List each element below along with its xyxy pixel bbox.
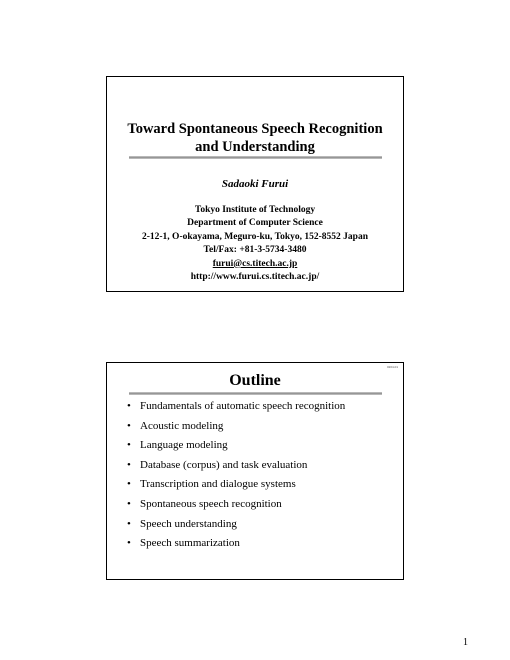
slide-title-line-2: and Understanding xyxy=(195,139,315,155)
title-slide xyxy=(106,76,404,292)
affiliation-block xyxy=(107,204,403,284)
list-item xyxy=(127,397,345,417)
list-item-text: Database (corpus) and task evaluation xyxy=(140,458,308,471)
website-link[interactable]: http://www.furui.cs.titech.ac.jp/ xyxy=(190,272,320,283)
list-item xyxy=(127,436,345,456)
bullet-icon: • xyxy=(127,537,131,550)
slide-id-label: 0204-01 xyxy=(386,365,398,369)
title-underline xyxy=(129,156,382,159)
list-item xyxy=(127,475,345,495)
affiliation-address: 2-12-1, O-okayama, Meguro-ku, Tokyo, 152-8552 Japan xyxy=(141,231,368,242)
outline-list xyxy=(127,397,345,554)
list-item xyxy=(127,495,345,515)
affiliation-department: Department of Computer Science xyxy=(187,218,323,229)
affiliation-phone: Tel/Fax: +81-3-5734-3480 xyxy=(203,245,307,256)
bullet-icon: • xyxy=(127,458,131,471)
list-item-text: Acoustic modeling xyxy=(140,419,224,432)
email-link[interactable]: furui@cs.titech.ac.jp xyxy=(212,258,298,269)
page-number: 1 xyxy=(463,637,468,648)
list-item xyxy=(127,417,345,437)
slide-title-line-1: Toward Spontaneous Speech Recognition xyxy=(127,121,383,137)
outline-underline xyxy=(129,392,382,395)
bullet-icon: • xyxy=(127,478,131,491)
list-item xyxy=(127,515,345,535)
list-item-text: Spontaneous speech recognition xyxy=(140,497,282,510)
bullet-icon: • xyxy=(127,419,131,432)
author-name: Sadaoki Furui xyxy=(221,178,289,190)
list-item xyxy=(127,534,345,554)
list-item-text: Speech summarization xyxy=(140,537,240,550)
outline-title: Outline xyxy=(229,372,281,389)
bullet-icon: • xyxy=(127,497,131,510)
list-item-text: Speech understanding xyxy=(140,517,237,530)
bullet-icon: • xyxy=(127,439,131,452)
list-item-text: Language modeling xyxy=(140,439,228,452)
list-item xyxy=(127,456,345,476)
outline-slide xyxy=(106,362,404,580)
bullet-icon: • xyxy=(127,517,131,530)
list-item-text: Transcription and dialogue systems xyxy=(140,478,296,491)
bullet-icon: • xyxy=(127,400,131,412)
affiliation-institute: Tokyo Institute of Technology xyxy=(194,205,316,215)
slide-title xyxy=(107,120,403,156)
list-item-text: Fundamentals of automatic speech recognition xyxy=(140,400,346,412)
